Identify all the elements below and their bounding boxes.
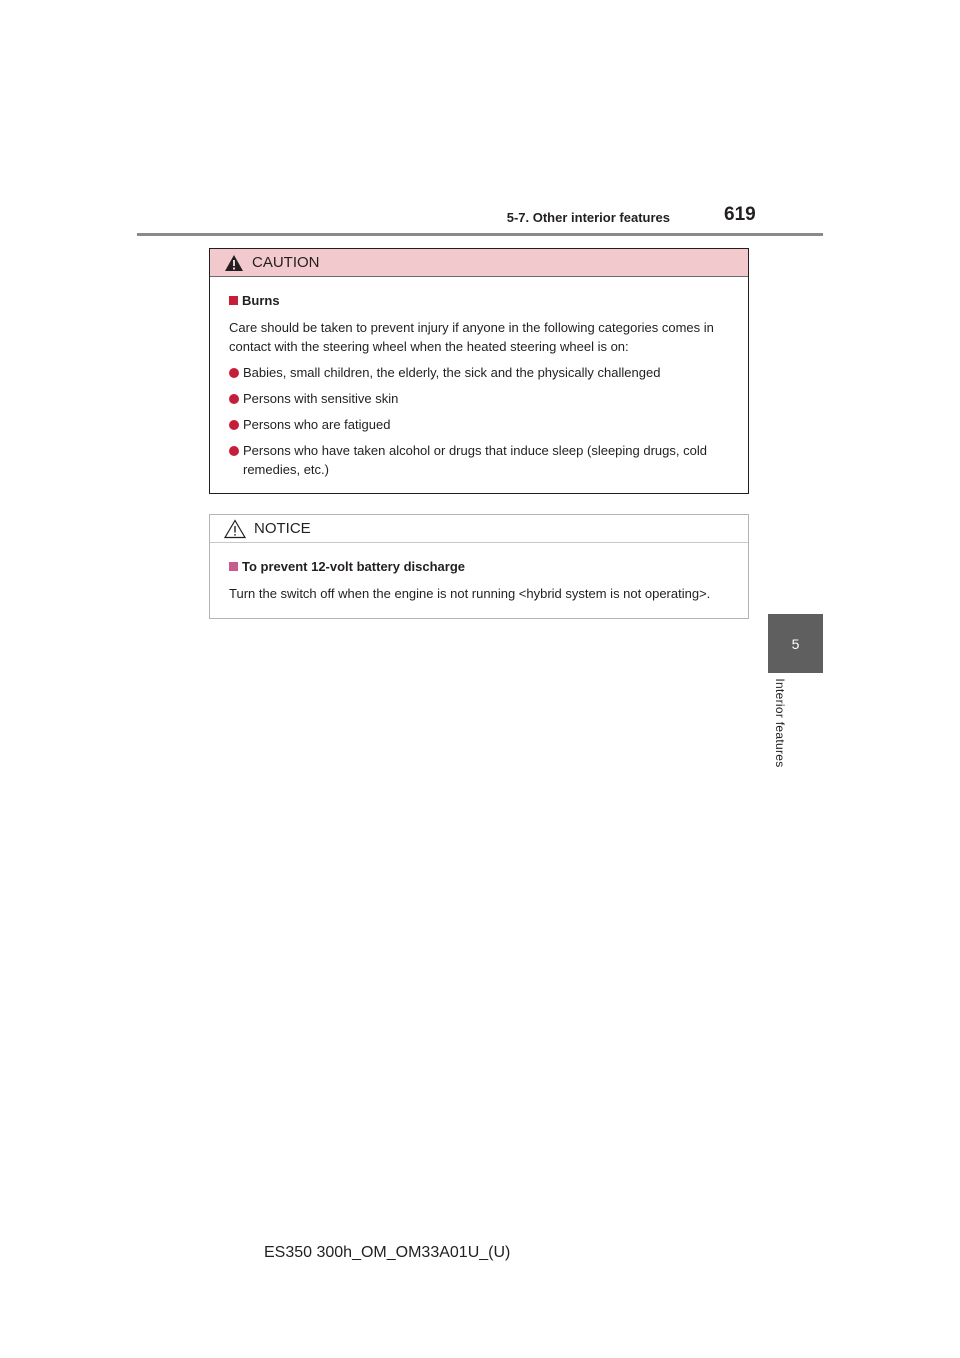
caution-item-title xyxy=(229,291,742,310)
manual-id: ES350 300h_OM_OM33A01U_(U) xyxy=(264,1244,511,1261)
header-divider xyxy=(137,233,823,236)
notice-item-title-text: To prevent 12-volt battery discharge xyxy=(242,559,465,574)
caution-body xyxy=(210,277,748,479)
chapter-label: Interior features xyxy=(773,678,787,768)
page-number: 619 xyxy=(724,204,756,225)
caution-box xyxy=(209,248,749,494)
chapter-number: 5 xyxy=(791,635,800,652)
bullet-dot-icon xyxy=(229,420,239,430)
caution-item-title-text: Burns xyxy=(242,293,280,308)
list-item xyxy=(229,363,742,382)
notice-box xyxy=(209,514,749,619)
bullet-dot-icon xyxy=(229,394,239,404)
notice-title: NOTICE xyxy=(254,520,311,537)
list-item-text: Persons who have taken alcohol or drugs that induce sleep (sleeping drugs, cold remedies, etc.) xyxy=(243,443,707,477)
warning-triangle-icon xyxy=(224,254,244,272)
square-bullet-icon xyxy=(229,562,238,571)
bullet-dot-icon xyxy=(229,446,239,456)
list-item xyxy=(229,389,742,408)
notice-header xyxy=(210,515,748,543)
warning-triangle-outline-icon xyxy=(224,519,246,539)
list-item xyxy=(229,415,742,434)
caution-header xyxy=(210,249,748,277)
notice-body xyxy=(210,543,748,603)
notice-item-title xyxy=(229,557,742,576)
list-item-text: Persons who are fatigued xyxy=(243,417,391,432)
list-item-text: Babies, small children, the elderly, the sick and the physically challenged xyxy=(243,365,661,380)
list-item xyxy=(229,441,742,479)
square-bullet-icon xyxy=(229,296,238,305)
section-title: 5-7. Other interior features xyxy=(506,210,670,225)
caution-intro: Care should be taken to prevent injury if anyone in the following categories comes in contact with the steering wheel when the heated steering wheel is on: xyxy=(229,320,714,354)
bullet-dot-icon xyxy=(229,368,239,378)
list-item-text: Persons with sensitive skin xyxy=(243,391,399,406)
notice-text: Turn the switch off when the engine is not running <hybrid system is not operating>. xyxy=(229,586,711,601)
caution-title: CAUTION xyxy=(252,254,320,271)
